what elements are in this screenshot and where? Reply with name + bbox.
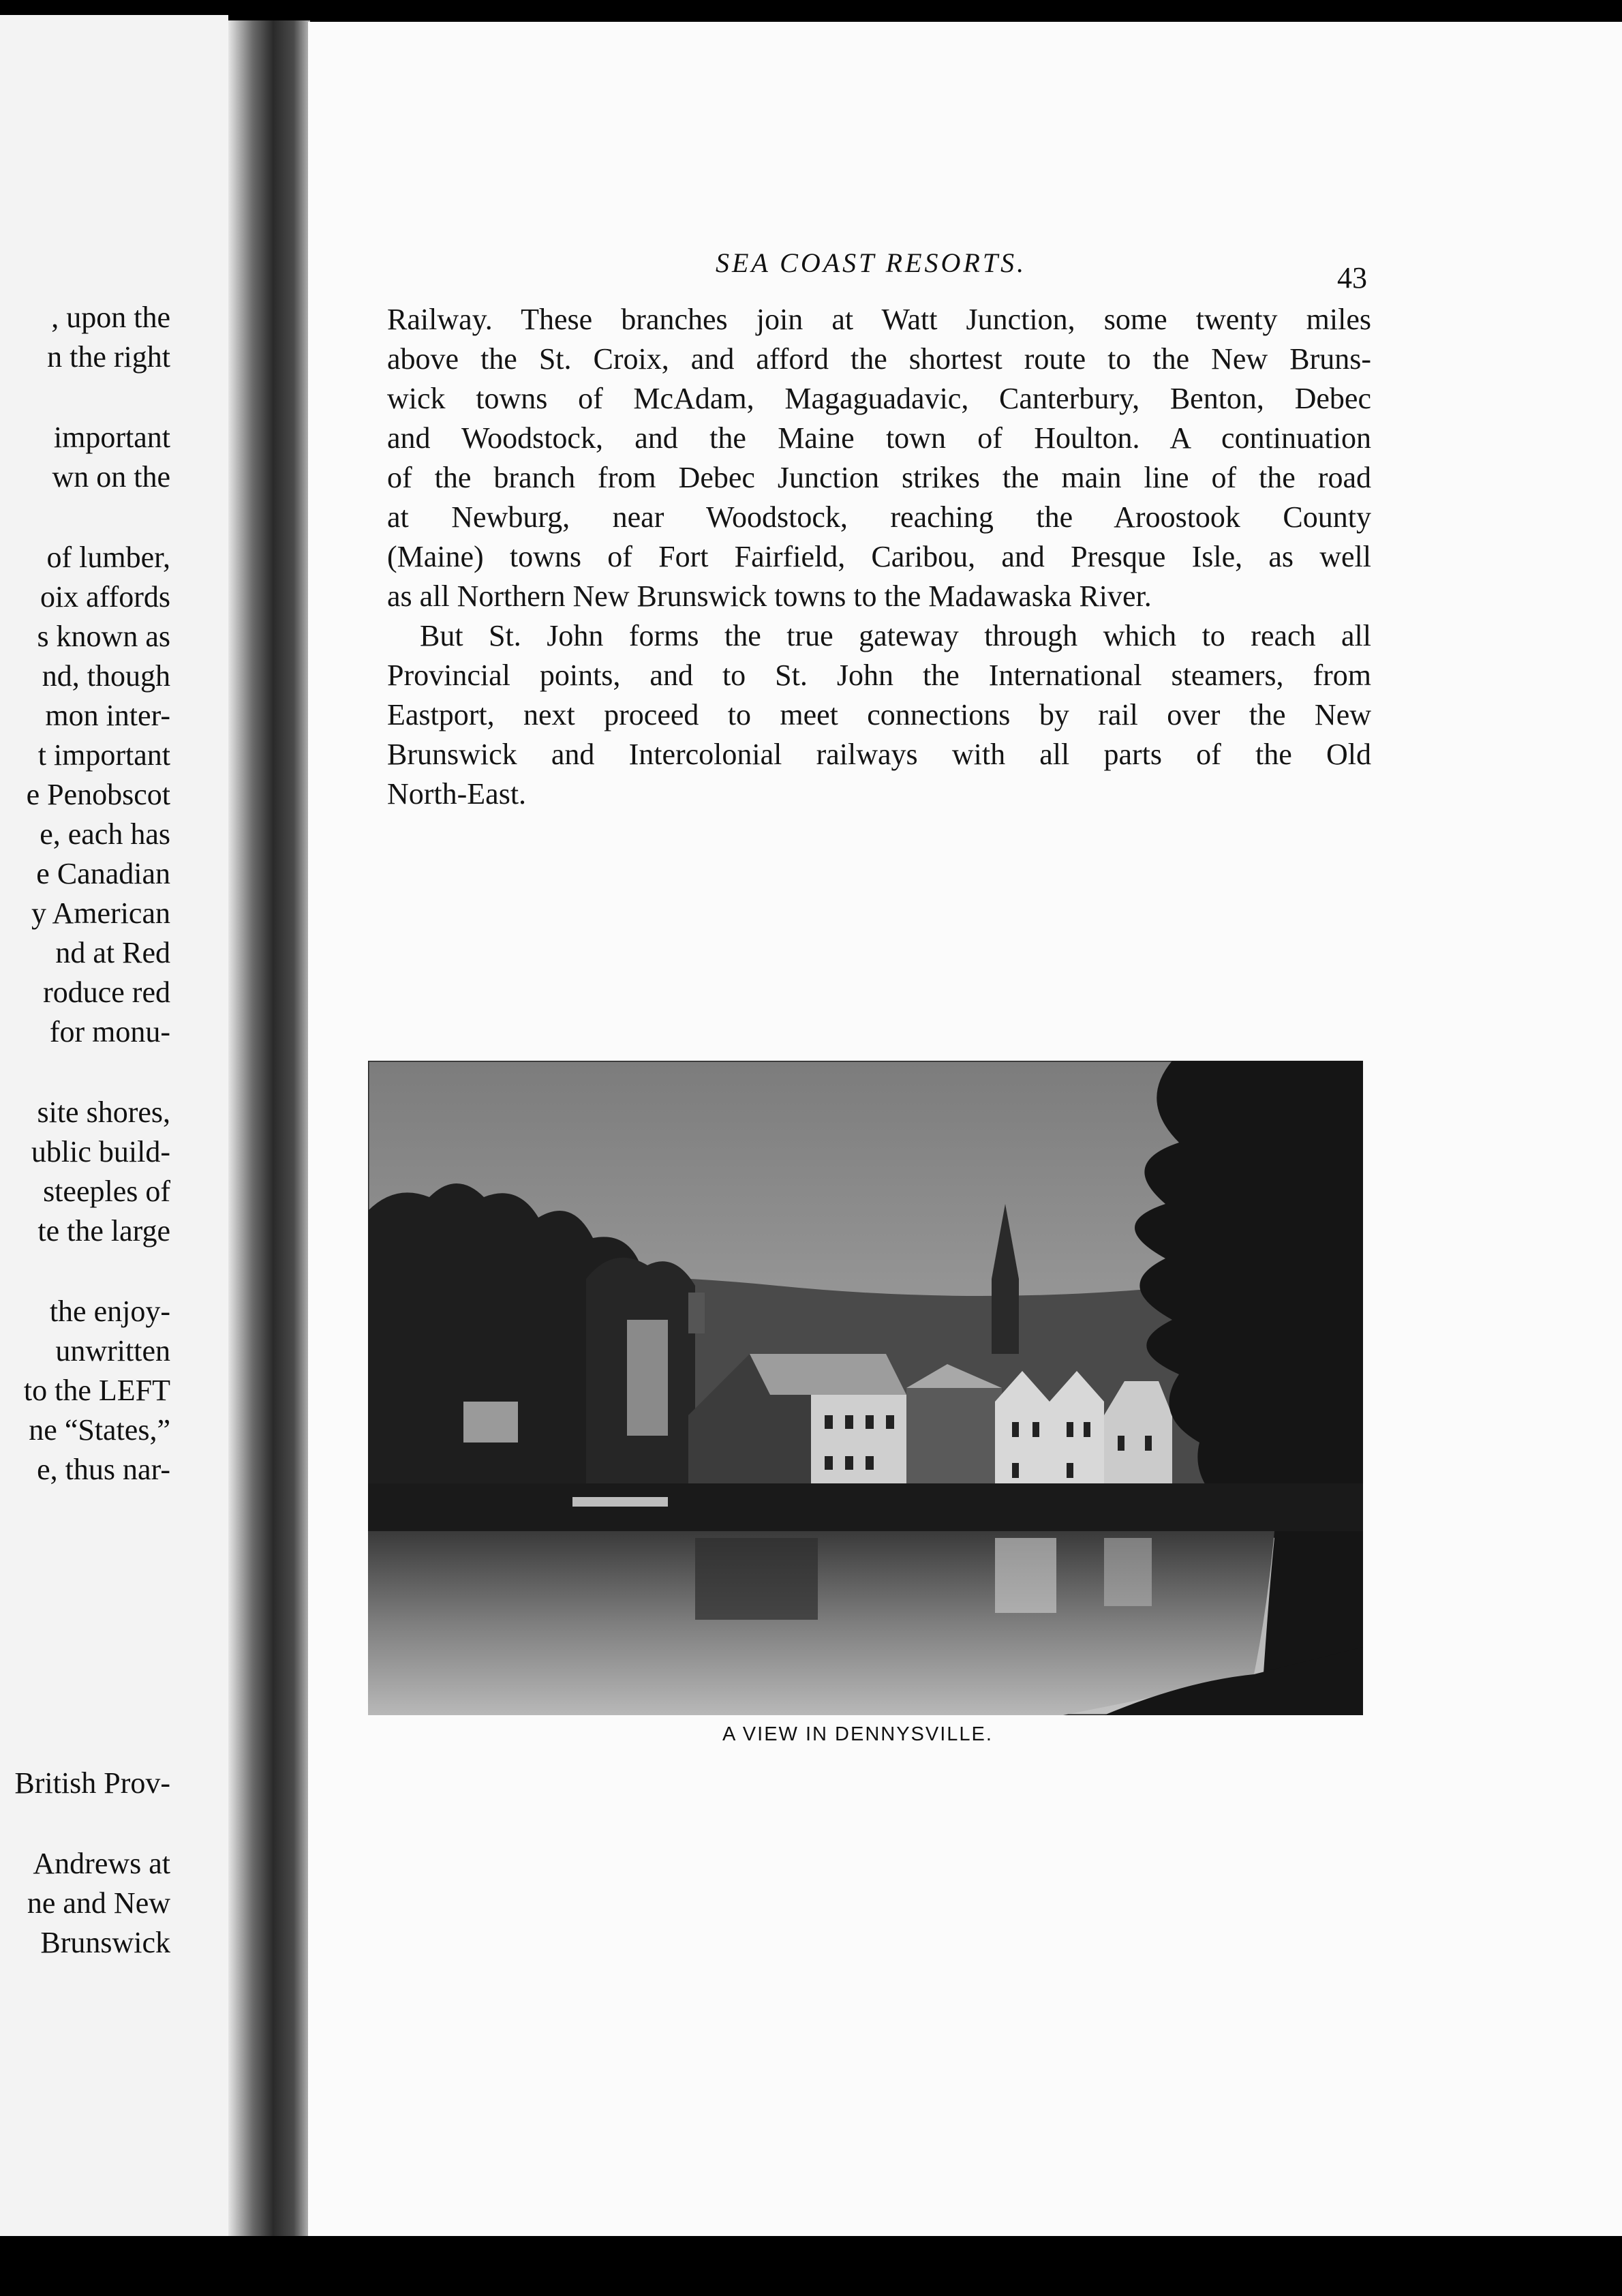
- page-number: 43: [1337, 261, 1367, 294]
- dennysville-engraving: [368, 1061, 1363, 1715]
- body-line: Eastport, next proceed to meet connections by rail over the New: [387, 698, 1371, 731]
- left-line: nd, though: [42, 659, 170, 693]
- left-line: n the right: [47, 340, 170, 374]
- left-line: ne and New: [27, 1886, 170, 1920]
- left-line: , upon the: [51, 301, 170, 334]
- body-line: at Newburg, near Woodstock, reaching the Aroostook County: [387, 500, 1371, 534]
- left-line: t important: [37, 738, 170, 772]
- left-line: ne “States,”: [29, 1413, 170, 1447]
- body-line: and Woodstock, and the Maine town of Houlton. A continuation: [387, 421, 1371, 455]
- left-line: Andrews at: [33, 1847, 170, 1880]
- left-page: [0, 15, 228, 2265]
- left-line: to the LEFT: [23, 1374, 170, 1407]
- left-line: the enjoy-: [49, 1295, 170, 1328]
- left-line: s known as: [37, 620, 170, 653]
- left-line: of lumber,: [46, 541, 170, 574]
- left-line: British Prov-: [14, 1766, 170, 1800]
- left-line: te the large: [37, 1214, 170, 1248]
- body-line: Provincial points, and to St. John the International steamers, from: [387, 659, 1371, 692]
- left-line: site shores,: [37, 1096, 170, 1129]
- left-line: oix affords: [40, 580, 170, 614]
- left-line: ublic build-: [31, 1135, 170, 1168]
- body-line: Railway. These branches join at Watt Junction, some twenty miles: [387, 303, 1371, 336]
- left-line: e Canadian: [36, 857, 170, 890]
- left-line: nd at Red: [55, 936, 170, 969]
- left-line: mon inter-: [45, 699, 170, 732]
- left-line: steeples of: [43, 1175, 170, 1208]
- left-line: important: [53, 421, 170, 454]
- body-line: as all Northern New Brunswick towns to the Madawaska River.: [387, 579, 1152, 613]
- left-line: y American: [31, 896, 170, 930]
- body-line: North-East.: [387, 777, 527, 811]
- scan-bottom-edge: [0, 2236, 1622, 2296]
- left-line: e Penobscot: [26, 778, 170, 811]
- running-header: SEA COAST RESORTS.: [716, 247, 1027, 278]
- body-line: of the branch from Debec Junction strikes the main line of the road: [387, 461, 1371, 494]
- left-line: roduce red: [43, 976, 170, 1009]
- left-line: Brunswick: [40, 1926, 170, 1959]
- left-line: for monu-: [49, 1015, 170, 1048]
- body-line: Brunswick and Intercolonial railways with all parts of the Old: [387, 738, 1371, 771]
- body-line: But St. John forms the true gateway through which to reach all: [420, 619, 1371, 652]
- left-line: wn on the: [52, 460, 170, 494]
- book-gutter: [228, 20, 310, 2270]
- body-line: above the St. Croix, and afford the shortest route to the New Bruns-: [387, 342, 1371, 376]
- left-line: e, each has: [40, 817, 170, 851]
- left-line: unwritten: [55, 1334, 170, 1368]
- body-line: wick towns of McAdam, Magaguadavic, Canterbury, Benton, Debec: [387, 382, 1371, 415]
- left-line: e, thus nar-: [37, 1453, 170, 1486]
- body-line: (Maine) towns of Fort Fairfield, Caribou, and Presque Isle, as well: [387, 540, 1371, 573]
- figure-caption: A VIEW IN DENNYSVILLE.: [722, 1723, 993, 1745]
